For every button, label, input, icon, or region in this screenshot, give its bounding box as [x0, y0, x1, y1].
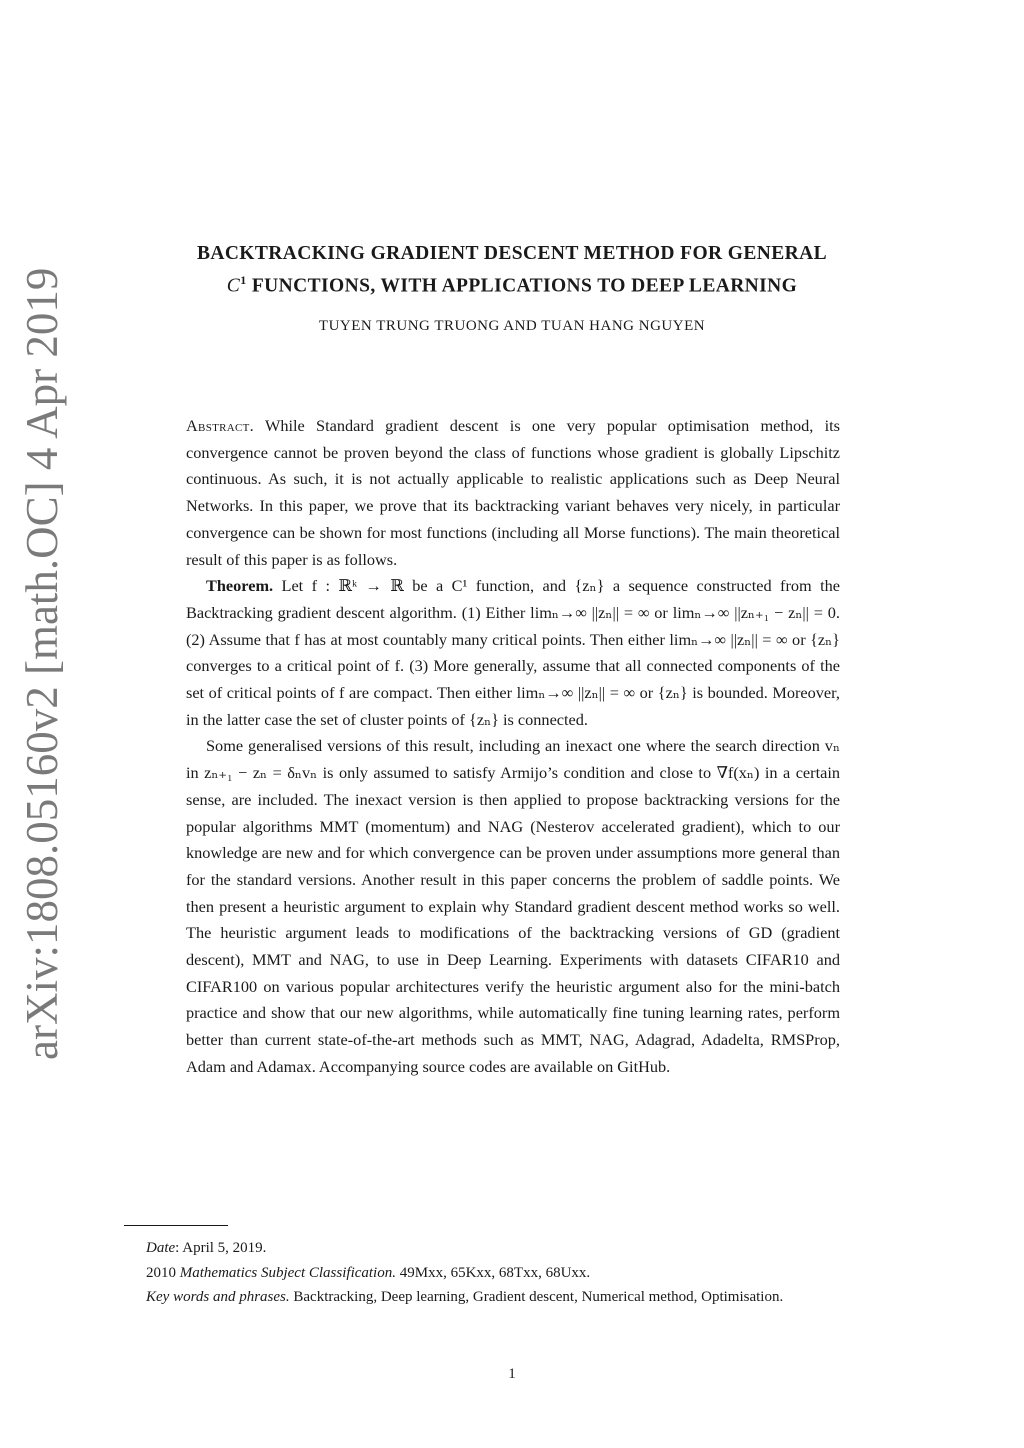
msc-value: 49Mxx, 65Kxx, 68Txx, 68Uxx. — [395, 1264, 591, 1281]
page-number: 1 — [508, 1366, 516, 1382]
theorem-paragraph — [186, 573, 840, 733]
footnote-divider — [124, 1225, 228, 1226]
date-label: Date — [146, 1240, 176, 1256]
title-c1-symbol: C — [226, 275, 241, 297]
keywords-value: Backtracking, Deep learning, Gradient descent, Numerical method, Optimisation. — [289, 1289, 784, 1305]
paper-title — [100, 240, 924, 300]
title-line-2-text: FUNCTIONS, WITH APPLICATIONS TO DEEP LEARNING — [246, 275, 798, 297]
footnote-keywords — [124, 1285, 900, 1310]
paper-authors: TUYEN TRUNG TRUONG AND TUAN HANG NGUYEN — [318, 318, 706, 334]
theorem-text: Let f : ℝᵏ → ℝ be a C¹ function, and {zₙ} a sequence constructed from the Backtracking gradient descent algorithm. (1) Either limₙ→∞ ||zₙ|| = ∞ or limₙ→∞ ||zₙ₊₁ − zₙ|| = 0. (2) Assume that f has at most countably many critical points. Then either limₙ→∞ ||zₙ|| = ∞ or {zₙ} converges to a critical point of f. (3) More generally, assume that all connected components of the set of critical points of f are compact. Then either limₙ→∞ ||zₙ|| = ∞ or {zₙ} is bounded. Moreover, in the latter case the set of cluster points of {zₙ} is connected. — [186, 576, 840, 729]
footnotes-section — [124, 1236, 900, 1310]
title-line-1: BACKTRACKING GRADIENT DESCENT METHOD FOR GENERAL — [196, 243, 828, 264]
arxiv-identifier-stamp: arXiv:1808.05160v2 [math.OC] 4 Apr 2019 — [17, 267, 67, 1060]
title-c1-superscript: 1 — [240, 273, 247, 287]
abstract-paragraph-1 — [186, 413, 840, 573]
abstract-paragraph-3: Some generalised versions of this result, including an inexact one where the search direction vₙ in zₙ₊₁ − zₙ = δₙvₙ is only assumed to satisfy Armijo’s condition and close to ∇f(xₙ) in a certain sense, are included. The inexact version is then applied to propose backtracking versions for the popular algorithms MMT (momentum) and NAG (Nesterov accelerated gradient), which to our knowledge are new and for which convergence can be proven under assumptions more general than for the standard versions. Another result in this paper concerns the problem of saddle points. We then present a heuristic argument to explain why Standard gradient descent method works so well. The heuristic argument leads to modifications of the backtracking versions of GD (gradient descent), MMT and NAG, to use in Deep Learning. Experiments with datasets CIFAR10 and CIFAR100 on various popular architectures verify the heuristic argument also for the mini-batch practice and show that our new algorithms, while automatically fine tuning learning rates, perform better than current state-of-the-art methods such as MMT, NAG, Adagrad, Adadelta, RMSProp, Adam and Adamax. Accompanying source codes are available on GitHub. — [186, 736, 840, 1076]
abstract-paragraph-1-text: While Standard gradient descent is one very popular optimisation method, its convergence cannot be proven beyond the class of functions whose gradient is globally Lipschitz continuous. As such, it is not actually applicable to realistic applications such as Deep Neural Networks. In this paper, we prove that its backtracking variant behaves very nicely, in particular convergence can be shown for most functions (including all Morse functions). The main theoretical result of this paper is as follows. — [186, 416, 840, 569]
title-line-2 — [100, 267, 924, 300]
theorem-label: Theorem. — [206, 576, 274, 596]
footnote-date — [124, 1236, 900, 1261]
keywords-label: Key words and phrases. — [146, 1289, 290, 1305]
msc-label: Mathematics Subject Classification. — [179, 1264, 396, 1281]
abstract-section — [186, 413, 840, 1081]
msc-prefix: 2010 — [146, 1264, 180, 1281]
footnote-msc — [124, 1261, 900, 1286]
abstract-label: Abstract. — [186, 416, 255, 435]
date-value: : April 5, 2019. — [175, 1240, 267, 1256]
